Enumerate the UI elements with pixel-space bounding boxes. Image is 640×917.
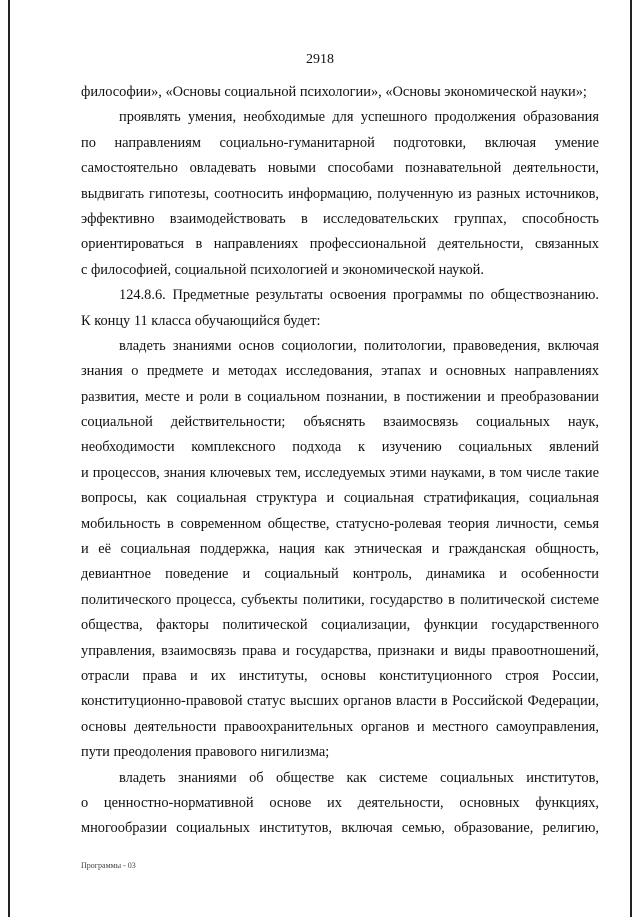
footer-label: Программы - 03 [81,861,136,870]
text-line: 124.8.6. Предметные результаты освоения программы по обществознанию. [119,287,599,304]
text-line: основы деятельности правоохранительных органов и местного самоуправления, [81,718,599,735]
paragraph [81,80,599,105]
text-line: владеть знаниями об обществе как системе социальных институтов, [119,769,599,786]
scan-edge-right [630,0,632,917]
scan-edge-left [8,0,10,917]
text-line: социальной действительности; объяснять взаимосвязь социальных наук, [81,414,599,431]
text-line: эффективно взаимодействовать в исследовательских группах, способность [81,210,599,227]
text-line: общества, факторы политической социализации, функции государственного [81,617,599,634]
text-line: девиантное поведение и социальный контроль, динамика и особенности [81,566,599,583]
text-line: отрасли права и их институты, основы конституционного строя России, [81,667,599,684]
text-line: философии», «Основы социальной психологии», «Основы экономической науки»; [81,84,587,100]
paragraph [81,105,599,283]
paragraph [81,766,599,842]
text-line: К концу 11 класса обучающийся будет: [81,312,321,329]
text-line: знания о предмете и методах исследования, этапах и основных направлениях [81,363,599,380]
text-line: управления, взаимосвязь права и государства, признаки и виды правоотношений, [81,642,599,659]
text-line: мобильность в современном обществе, статусно-ролевая теория личности, семья [81,515,599,532]
text-line: политического процесса, субъекты политики, государство в политической системе [81,591,599,608]
document-body [81,80,599,842]
text-line: и её социальная поддержка, нация как этническая и гражданская общность, [81,541,599,558]
text-line: и процессов, знания ключевых тем, исследуемых этими науками, в том числе такие [81,464,599,481]
text-line: самостоятельно овладевать новыми способами познавательной деятельности, [81,160,599,177]
text-line: выдвигать гипотезы, соотносить информацию, полученную из разных источников, [81,185,599,202]
text-line: вопросы, как социальная структура и социальная стратификация, социальная [81,490,599,507]
paragraph [81,334,599,766]
text-line: по направлениям социально-гуманитарной подготовки, включая умение [81,134,599,151]
text-line: о ценностно-нормативной основе их деятельности, основных функциях, [81,794,599,811]
text-line: проявлять умения, необходимые для успешного продолжения образования [119,109,599,126]
text-line: владеть знаниями основ социологии, политологии, правоведения, включая [119,337,599,354]
page-number: 2918 [306,52,334,67]
text-line: многообразии социальных институтов, включая семью, образование, религию, [81,820,599,837]
text-line: ориентироваться в направлениях профессиональной деятельности, связанных [81,236,599,253]
text-line: пути преодоления правового нигилизма; [81,744,330,761]
paragraph [81,283,599,334]
text-line: конституционно-правовой статус высших органов власти в Российской Федерации, [81,693,599,710]
text-line: с философией, социальной психологией и экономической наукой. [81,261,484,278]
text-line: необходимости комплексного подхода к изучению социальных явлений [81,439,599,456]
text-line: развития, месте и роли в социальном познании, в постижении и преобразовании [81,388,599,405]
